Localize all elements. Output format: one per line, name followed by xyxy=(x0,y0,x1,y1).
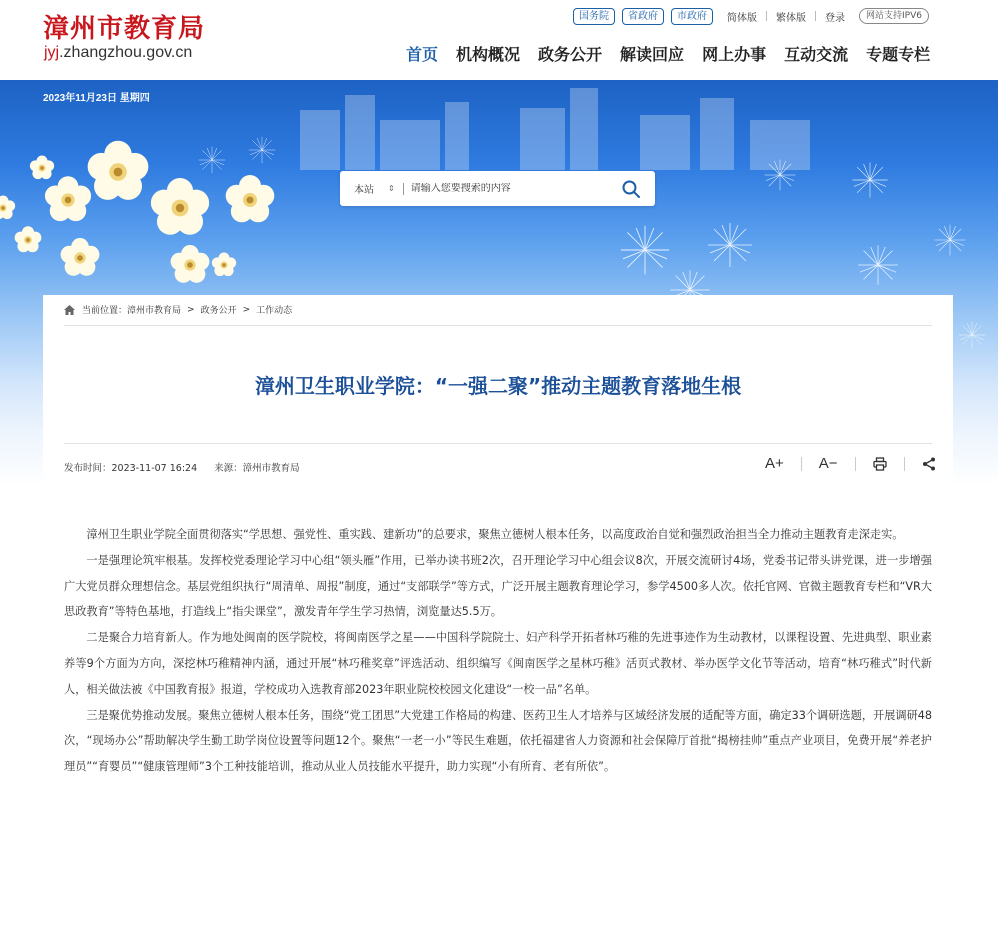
article-paragraph: 二是聚合力培育新人。作为地处闽南的医学院校，将闽南医学之星——中国科学院院士、妇产科学开拓者林巧稚的先进事迹作为生动教材，以课程设置、先进典型、职业素养等9个方面为方向，深挖林巧稚精神内涵，通过开展“林巧稚奖章”评选活动、组织编写《闽南医学之星林巧稚》活页式教材、举办医学文化节等活动，培育“林巧稚式”时代新人，相关做法被《中国教育报》报道，学校成功入选教育部2023年职业院校校园文化建设“一校一品”名单。 xyxy=(64,631,932,696)
divider xyxy=(815,11,816,21)
breadcrumb xyxy=(64,303,292,316)
top-links xyxy=(573,7,929,25)
simplified-link[interactable]: 简体版 xyxy=(727,12,757,24)
article-source: 来源：漳州市教育局 xyxy=(214,463,300,474)
article-title: 漳州卫生职业学院：“一强二聚”推动主题教育落地生根 xyxy=(254,374,742,398)
divider xyxy=(766,11,767,21)
breadcrumb-separator: > xyxy=(242,304,251,315)
main-nav xyxy=(406,42,930,71)
link-state-council[interactable]: 国务院 xyxy=(573,8,615,25)
divider xyxy=(855,457,856,471)
search-input[interactable] xyxy=(411,183,611,194)
nav-item-interaction[interactable]: 互动交流 xyxy=(784,45,849,64)
nav-item-home[interactable]: 首页 xyxy=(406,45,439,64)
nav-item-org[interactable]: 机构概况 xyxy=(456,45,521,64)
login-link[interactable]: 登录 xyxy=(825,12,845,24)
ipv6-badge: 网站支持IPV6 xyxy=(859,8,929,24)
divider xyxy=(403,183,404,195)
search-scope-select[interactable]: 本站 xyxy=(354,185,374,196)
divider xyxy=(64,325,932,326)
divider xyxy=(904,457,905,471)
site-logo-name[interactable]: 漳州市教育局 xyxy=(43,14,206,44)
article-paragraph: 三是聚优势推动发展。聚焦立德树人根本任务，围绕“党工团思”大党建工作格局的构建、医药卫生人才培养与区域经济发展的适配等方面，确定33个调研选题，开展调研48次，“现场办公”帮助解决学生勤工助学岗位设置等问题12个。聚焦“一老一小”等民生难题，依托福建省人力资源和社会保障厅首批“揭榜挂帅”重点产业项目，免费开展“养老护理员”“育婴员”“健康管理师”3个工种技能培训，推动从业人员技能水平提升，助力实现“小有所育、老有所依”。 xyxy=(64,708,932,774)
article-body xyxy=(64,522,932,780)
share-icon[interactable] xyxy=(922,457,936,471)
search-icon[interactable] xyxy=(621,179,641,199)
publish-time: 发布时间：2023-11-07 16:24 xyxy=(64,463,198,474)
home-icon xyxy=(64,305,75,315)
nav-item-online-service[interactable]: 网上办事 xyxy=(702,45,767,64)
search-box xyxy=(340,171,655,206)
breadcrumb-item[interactable]: 漳州市教育局 xyxy=(127,306,182,316)
print-icon[interactable] xyxy=(873,457,887,471)
breadcrumb-item[interactable]: 政务公开 xyxy=(200,306,237,316)
breadcrumb-item[interactable]: 工作动态 xyxy=(256,306,293,316)
traditional-link[interactable]: 繁体版 xyxy=(776,12,806,24)
link-city-gov[interactable]: 市政府 xyxy=(671,8,713,25)
nav-item-topics[interactable]: 专题专栏 xyxy=(866,45,931,64)
article-paragraph: 漳州卫生职业学院全面贯彻落实“学思想、强党性、重实践、建新功”的总要求，聚焦立德树人根本任务，以高度政治自觉和强烈政治担当全力推动主题教育走深走实。 xyxy=(86,528,904,541)
breadcrumb-separator: > xyxy=(187,304,195,315)
divider xyxy=(801,457,802,471)
site-logo-url[interactable] xyxy=(44,44,192,62)
site-header xyxy=(0,0,998,80)
font-increase-button[interactable]: A+ xyxy=(765,455,784,472)
chevron-updown-icon[interactable]: ⇕ xyxy=(388,184,395,193)
nav-item-open-gov[interactable]: 政务公开 xyxy=(538,45,603,64)
nav-item-interpret[interactable]: 解读回应 xyxy=(620,45,685,64)
breadcrumb-prefix: 当前位置： xyxy=(82,306,128,316)
divider xyxy=(64,443,932,444)
link-province-gov[interactable]: 省政府 xyxy=(622,8,664,25)
font-decrease-button[interactable]: A− xyxy=(818,455,838,472)
article-card xyxy=(43,295,953,925)
site-url-prefix: jyj xyxy=(44,44,60,61)
article-paragraph: 一是强理论筑牢根基。发挥校党委理论学习中心组“领头雁”作用，已举办读书班2次，召开理论学习中心组会议8次，开展交流研讨4场，党委书记带头讲党课，进一步增强广大党员群众理想信念。基层党组织执行“周清单、周报”制度，通过“支部联学”等方式，广泛开展主题教育理论学习，参学4500多人次。依托官网、官微主题教育专栏和“VR大思政教育”等特色基地，打造线上“指尖课堂”，激发青年学生学习热情，浏览量达5.5万。 xyxy=(64,553,932,619)
article-meta xyxy=(64,460,300,474)
site-url-rest: .zhangzhou.gov.cn xyxy=(59,44,193,61)
article-tools xyxy=(765,455,936,472)
current-date: 2023年11月23日 星期四 xyxy=(43,93,150,104)
